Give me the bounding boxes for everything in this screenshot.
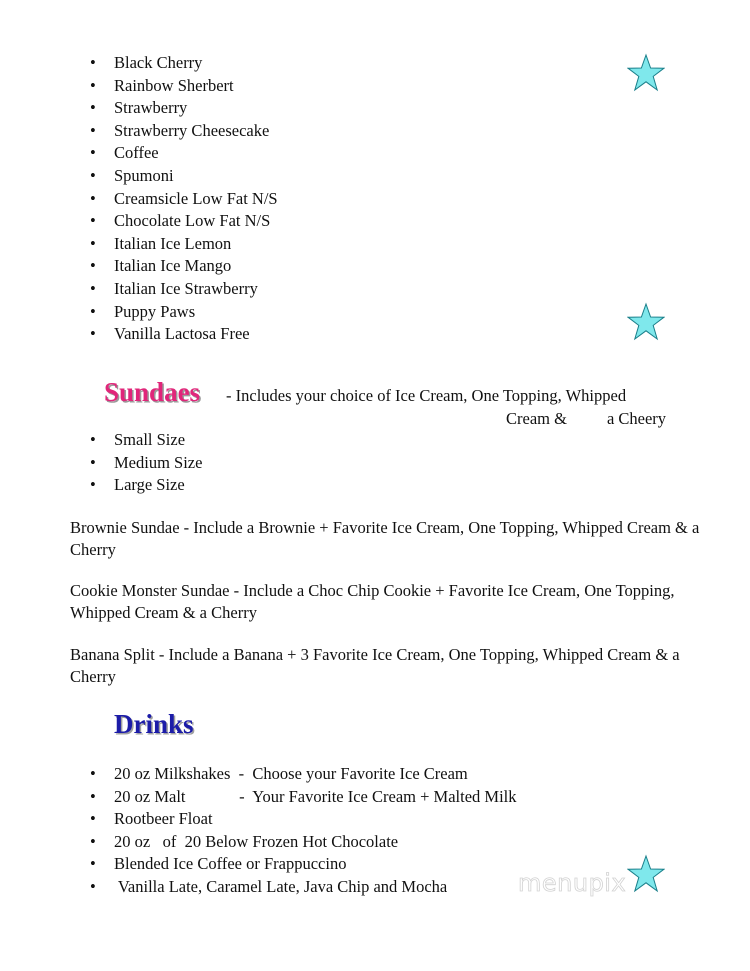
banana-split-description: Banana Split - Include a Banana + 3 Favorite Ice Cream, One Topping, Whipped Cream & a Cherry xyxy=(70,645,680,686)
list-item: • 20 oz Malt - Your Favorite Ice Cream + Malted Milk xyxy=(90,786,517,809)
list-item: • Medium Size xyxy=(90,452,202,475)
sundaes-description-continued xyxy=(506,407,666,430)
star-icon xyxy=(627,854,665,894)
drinks-heading: Drinks xyxy=(114,709,194,739)
sundaes-description-part: a Cheery xyxy=(606,409,667,428)
star-icon xyxy=(627,53,665,93)
list-item: • Small Size xyxy=(90,429,202,452)
flavor-list xyxy=(90,52,278,346)
list-item: • Italian Ice Lemon xyxy=(90,233,278,256)
sundaes-heading: Sundaes xyxy=(104,377,201,407)
list-item: • 20 oz of 20 Below Frozen Hot Chocolate xyxy=(90,831,517,854)
brownie-sundae-description: Brownie Sundae - Include a Brownie + Favorite Ice Cream, One Topping, Whipped Cream & a Cherry xyxy=(70,518,700,559)
list-item: • Vanilla Lactosa Free xyxy=(90,323,278,346)
list-item: • Italian Ice Mango xyxy=(90,255,278,278)
list-item: • Large Size xyxy=(90,474,202,497)
sundaes-description: - Includes your choice of Ice Cream, One Topping, Whipped xyxy=(226,386,627,405)
list-item: • Vanilla Late, Caramel Late, Java Chip and Mocha xyxy=(90,876,517,899)
list-item: • Creamsicle Low Fat N/S xyxy=(90,188,278,211)
sundaes-description-part: Cream & xyxy=(506,409,567,428)
list-item: • Chocolate Low Fat N/S xyxy=(90,210,278,233)
list-item: • Spumoni xyxy=(90,165,278,188)
sundae-size-list xyxy=(90,429,202,497)
list-item: • Blended Ice Coffee or Frappuccino xyxy=(90,853,517,876)
list-item: • Puppy Paws xyxy=(90,301,278,324)
list-item: • Strawberry Cheesecake xyxy=(90,120,278,143)
menupix-watermark: menupix xyxy=(518,869,627,897)
drinks-list xyxy=(90,763,517,899)
list-item: • 20 oz Milkshakes - Choose your Favorite Ice Cream xyxy=(90,763,517,786)
star-icon xyxy=(627,302,665,342)
list-item: • Italian Ice Strawberry xyxy=(90,278,278,301)
cookie-monster-sundae-description: Cookie Monster Sundae - Include a Choc Chip Cookie + Favorite Ice Cream, One Topping, Whipped Cream & a Cherry xyxy=(70,581,675,622)
list-item: • Strawberry xyxy=(90,97,278,120)
list-item: • Rootbeer Float xyxy=(90,808,517,831)
list-item: • Rainbow Sherbert xyxy=(90,75,278,98)
list-item: • Coffee xyxy=(90,142,278,165)
list-item: • Black Cherry xyxy=(90,52,278,75)
